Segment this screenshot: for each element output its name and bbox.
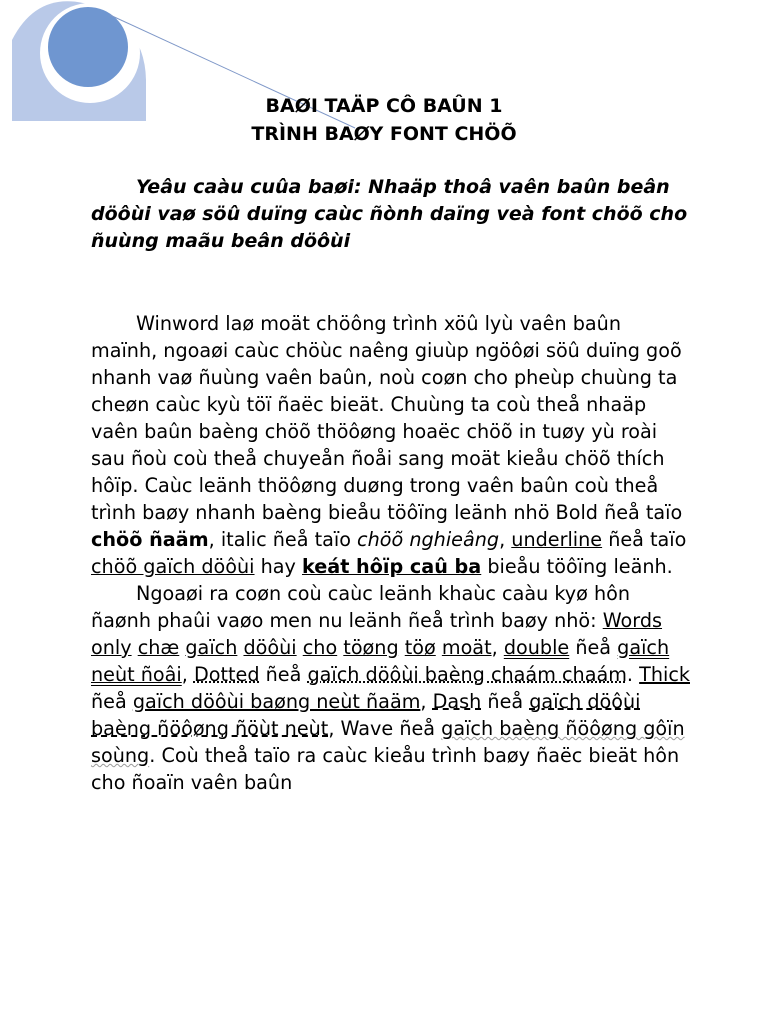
p2-text-k: Wave ñeå: [334, 717, 442, 740]
words-only-word: cho: [302, 636, 338, 659]
underline-sample: chöõ gaïch döôùi: [91, 555, 255, 578]
p2-text-i: ñeå: [91, 690, 133, 713]
p2-comma-3: ,: [420, 690, 427, 713]
dotted-word: Dotted: [193, 663, 260, 686]
p2-comma-1: ,: [491, 636, 498, 659]
p1-text-f: bieåu töôïng leänh.: [481, 555, 673, 578]
page-title: BAØI TAÄP CÔ BAÛN 1: [265, 95, 503, 117]
double-sample: gaïch neùt ñoâi: [91, 636, 670, 686]
p2-period: .: [626, 663, 634, 686]
p1-text-e: hay: [254, 555, 302, 578]
p2-text-h: ñeå: [259, 663, 308, 686]
body-content: [91, 310, 691, 796]
words-only-word: chæ: [137, 636, 180, 659]
double-word: double: [503, 636, 570, 659]
page-subtitle: TRÌNH BAØY FONT CHÖÕ: [251, 123, 517, 145]
moon-core: [48, 7, 128, 87]
words-only-word: Words: [602, 609, 663, 632]
words-only-word: töøng: [343, 636, 399, 659]
p2-text-l: . Coù theå taïo ra caùc kieåu trình baøy ñaëc bieät hôn cho ñoaïn vaên baûn: [91, 744, 680, 794]
requirement-paragraph: [91, 174, 691, 255]
paragraph-1: [91, 310, 691, 580]
thick-sample: gaïch döôùi baøng neùt ñaäm: [132, 690, 421, 713]
underline-word: underline: [511, 528, 603, 551]
requirement-text: Yeâu caàu cuûa baøi: Nhaäp thoâ vaên baûn beân döôùi vaø söû duïng caùc ñònh daïng veà font chöõ cho ñuùng maãu beân döôùi: [91, 176, 688, 252]
words-only-word: töø: [404, 636, 436, 659]
p1-text-d: ñeå taïo: [602, 528, 687, 551]
words-only-word: moät: [441, 636, 492, 659]
thick-word: Thick: [639, 663, 690, 686]
combo-sample: keát hôïp caû ba: [302, 555, 482, 578]
paragraph-2: [91, 580, 691, 796]
p2-text-a: Ngoaøi ra coøn coù caùc leänh khaùc caàu kyø hôn ñaønh phaûi vaøo men nu leänh ñeå trình baøy nhö:: [91, 582, 631, 632]
dash-sample: gaïch döôùi baèng ñöôøng ñöùt neùt: [91, 690, 641, 740]
bold-sample: chöõ ñaäm: [91, 528, 209, 551]
dash-word: Dash: [432, 690, 482, 713]
p2-text-j: ñeå: [481, 690, 530, 713]
words-only-word: only: [91, 636, 132, 659]
p2-text-g: ñeå: [569, 636, 618, 659]
words-only-word: gaïch: [185, 636, 238, 659]
italic-sample: chöõ nghieâng: [357, 528, 500, 551]
words-only-word: döôùi: [243, 636, 297, 659]
wave-sample: gaïch baèng ñöôøng gôïn soùng: [91, 717, 685, 767]
p1-text-c: ,: [499, 528, 512, 551]
dotted-sample: gaïch döôùi baèng chaám chaám: [307, 663, 627, 686]
p2-comma-4: ,: [328, 717, 335, 740]
p1-text-b: , italic ñeå taïo: [208, 528, 358, 551]
p1-text-a: Winword laø moät chöông trình xöû lyù vaên baûn maïnh, ngoaøi caùc chöùc naêng giuùp ngöôøi söû duïng goõ nhanh vaø ñuùng vaên baûn, noù coøn cho pheùp chuùng ta cheøn caùc kyù töï ñaëc bieät. Chuùng ta coù theå nhaäp vaên baûn baèng chöõ thöôøng hoaëc chöõ in tuøy yù roài sau ñoù coù theå chuyeån ñoåi sang moät kieåu chöõ thích hôïp. Caùc leänh thöôøng duøng trong vaên baûn coù theå trình baøy nhanh baèng bieåu töôïng leänh nhö Bold ñeå taïo: [91, 312, 683, 524]
p2-comma-2: ,: [181, 663, 188, 686]
